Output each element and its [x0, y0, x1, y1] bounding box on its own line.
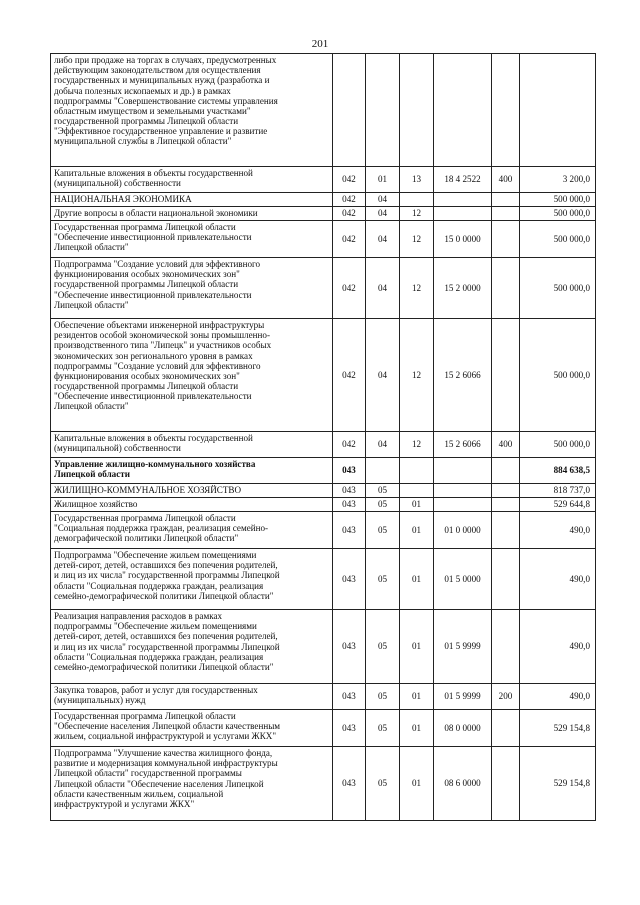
row-section-code: 04 [366, 319, 400, 432]
row-target-article: 15 2 6066 [434, 319, 492, 432]
row-amount: 490,0 [520, 610, 596, 684]
row-amount: 529 644,8 [520, 498, 596, 512]
row-subsection-code [400, 484, 434, 498]
row-amount: 500 000,0 [520, 319, 596, 432]
row-amount: 500 000,0 [520, 193, 596, 207]
row-ministry-code: 042 [333, 319, 366, 432]
row-subsection-code [400, 54, 434, 167]
row-amount: 500 000,0 [520, 221, 596, 258]
row-expense-type [492, 549, 520, 610]
row-expense-type [492, 258, 520, 319]
row-amount: 818 737,0 [520, 484, 596, 498]
row-ministry-code [333, 54, 366, 167]
table-row [51, 512, 596, 549]
row-subsection-code: 12 [400, 207, 434, 221]
row-name: Другие вопросы в области национальной экономики [51, 207, 333, 221]
table-row [51, 484, 596, 498]
row-expense-type: 400 [492, 167, 520, 193]
row-expense-type [492, 193, 520, 207]
row-name: Государственная программа Липецкой области "Обеспечение инвестиционной привлекательности Липецкой области" [51, 221, 333, 258]
row-target-article [434, 498, 492, 512]
row-name: Управление жилищно-коммунального хозяйства Липецкой области [51, 458, 333, 484]
table-row [51, 207, 596, 221]
row-target-article [434, 54, 492, 167]
table-row [51, 193, 596, 207]
row-expense-type [492, 221, 520, 258]
row-name: Капитальные вложения в объекты государственной (муниципальной) собственности [51, 432, 333, 458]
row-name: Реализация направления расходов в рамках подпрограммы "Обеспечение жильем помещениями детей-сирот, детей, оставшихся без попечения родителей, и лиц из их числа" государственной программы Липецкой области "Социальная поддержка граждан, реализация семейно-демографической политики Липецкой области" [51, 610, 333, 684]
table-row [51, 684, 596, 710]
row-ministry-code: 042 [333, 207, 366, 221]
row-target-article [434, 458, 492, 484]
row-section-code: 04 [366, 432, 400, 458]
table-row [51, 747, 596, 821]
row-name: Государственная программа Липецкой области "Обеспечение населения Липецкой области качественным жильем, социальной инфраструктурой и услугами ЖКХ" [51, 710, 333, 747]
row-ministry-code: 042 [333, 167, 366, 193]
row-subsection-code [400, 458, 434, 484]
row-target-article [434, 193, 492, 207]
row-expense-type: 200 [492, 684, 520, 710]
row-expense-type [492, 512, 520, 549]
row-target-article: 18 4 2522 [434, 167, 492, 193]
row-subsection-code: 01 [400, 512, 434, 549]
row-ministry-code: 043 [333, 610, 366, 684]
row-name: либо при продаже на торгах в случаях, предусмотренных действующим законодательством для осуществления государственных и муниципальных нужд (разработка и добыча полезных ископаемых и др.) в рамках подпрограммы "Совершенствование системы управления областным имуществом и земельными участками" государственной программы Липецкой области "Эффективное государственное управление и развитие муниципальной службы в Липецкой области" [51, 54, 333, 167]
row-ministry-code: 043 [333, 484, 366, 498]
page-number: 201 [311, 38, 329, 50]
table-row [51, 610, 596, 684]
row-expense-type [492, 747, 520, 821]
row-amount: 884 638,5 [520, 458, 596, 484]
table-row [51, 710, 596, 747]
table-row [51, 319, 596, 432]
row-ministry-code: 043 [333, 512, 366, 549]
row-section-code: 04 [366, 258, 400, 319]
row-ministry-code: 042 [333, 432, 366, 458]
row-expense-type [492, 458, 520, 484]
row-ministry-code: 043 [333, 747, 366, 821]
row-section-code: 05 [366, 498, 400, 512]
row-subsection-code: 13 [400, 167, 434, 193]
row-section-code: 04 [366, 221, 400, 258]
row-ministry-code: 043 [333, 549, 366, 610]
row-amount [520, 54, 596, 167]
budget-table-body [51, 54, 596, 821]
row-subsection-code: 12 [400, 319, 434, 432]
row-ministry-code: 043 [333, 684, 366, 710]
row-section-code: 05 [366, 747, 400, 821]
table-row [51, 549, 596, 610]
row-expense-type [492, 710, 520, 747]
row-amount: 490,0 [520, 549, 596, 610]
row-subsection-code: 12 [400, 258, 434, 319]
row-subsection-code: 01 [400, 747, 434, 821]
row-amount: 500 000,0 [520, 432, 596, 458]
row-section-code: 05 [366, 684, 400, 710]
row-target-article: 01 5 0000 [434, 549, 492, 610]
table-row [51, 221, 596, 258]
table-row [51, 167, 596, 193]
row-amount: 490,0 [520, 684, 596, 710]
budget-table [50, 53, 596, 821]
row-name: ЖИЛИЩНО-КОММУНАЛЬНОЕ ХОЗЯЙСТВО [51, 484, 333, 498]
row-subsection-code: 12 [400, 221, 434, 258]
row-amount: 529 154,8 [520, 710, 596, 747]
row-target-article: 01 5 9999 [434, 610, 492, 684]
row-amount: 3 200,0 [520, 167, 596, 193]
row-name: Подпрограмма "Улучшение качества жилищного фонда, развитие и модернизация коммунальной инфраструктуры Липецкой области" государственной программы Липецкой области "Обеспечение населения Липецкой области качественным жильем, социальной инфраструктурой и услугами ЖКХ" [51, 747, 333, 821]
row-name: Закупка товаров, работ и услуг для государственных (муниципальных) нужд [51, 684, 333, 710]
row-target-article [434, 207, 492, 221]
row-expense-type: 400 [492, 432, 520, 458]
table-row [51, 258, 596, 319]
row-expense-type [492, 207, 520, 221]
row-expense-type [492, 54, 520, 167]
row-ministry-code: 042 [333, 221, 366, 258]
row-section-code: 05 [366, 512, 400, 549]
row-section-code [366, 54, 400, 167]
row-ministry-code: 043 [333, 710, 366, 747]
table-row [51, 432, 596, 458]
row-section-code: 01 [366, 167, 400, 193]
row-ministry-code: 042 [333, 258, 366, 319]
row-subsection-code: 12 [400, 432, 434, 458]
row-target-article: 01 0 0000 [434, 512, 492, 549]
row-subsection-code: 01 [400, 498, 434, 512]
row-subsection-code: 01 [400, 610, 434, 684]
row-section-code: 04 [366, 207, 400, 221]
row-subsection-code [400, 193, 434, 207]
row-name: Обеспечение объектами инженерной инфраструктуры резидентов особой экономической зоны промышленно- производственного типа "Липецк" и участников особых экономических зон регионального уровня в рамках подпрограммы "Создание условий для эффективного функционирования особых экономических зон" государственной программы Липецкой области "Обеспечение инвестиционной привлекательности Липецкой области" [51, 319, 333, 432]
row-target-article: 15 2 6066 [434, 432, 492, 458]
row-subsection-code: 01 [400, 684, 434, 710]
row-expense-type [492, 610, 520, 684]
row-ministry-code: 043 [333, 498, 366, 512]
row-amount: 500 000,0 [520, 258, 596, 319]
table-row [51, 54, 596, 167]
row-section-code [366, 458, 400, 484]
row-amount: 529 154,8 [520, 747, 596, 821]
table-row [51, 498, 596, 512]
row-amount: 490,0 [520, 512, 596, 549]
row-target-article [434, 484, 492, 498]
table-row [51, 458, 596, 484]
row-name: НАЦИОНАЛЬНАЯ ЭКОНОМИКА [51, 193, 333, 207]
row-target-article: 08 6 0000 [434, 747, 492, 821]
row-amount: 500 000,0 [520, 207, 596, 221]
row-expense-type [492, 498, 520, 512]
row-target-article: 15 2 0000 [434, 258, 492, 319]
row-ministry-code: 043 [333, 458, 366, 484]
row-ministry-code: 042 [333, 193, 366, 207]
row-section-code: 05 [366, 710, 400, 747]
row-target-article: 15 0 0000 [434, 221, 492, 258]
row-name: Подпрограмма "Создание условий для эффективного функционирования особых экономических зон" государственной программы Липецкой области "Обеспечение инвестиционной привлекательности Липецкой области" [51, 258, 333, 319]
row-name: Государственная программа Липецкой области "Социальная поддержка граждан, реализация семейно- демографической политики Липецкой области" [51, 512, 333, 549]
row-name: Жилищное хозяйство [51, 498, 333, 512]
row-name: Подпрограмма "Обеспечение жильем помещениями детей-сирот, детей, оставшихся без попечения родителей, и лиц из их числа" государственной программы Липецкой области "Социальная поддержка граждан, реализация семейно-демографической политики Липецкой области" [51, 549, 333, 610]
row-target-article: 08 0 0000 [434, 710, 492, 747]
row-section-code: 05 [366, 549, 400, 610]
row-section-code: 05 [366, 610, 400, 684]
row-expense-type [492, 484, 520, 498]
row-section-code: 04 [366, 193, 400, 207]
row-subsection-code: 01 [400, 710, 434, 747]
row-name: Капитальные вложения в объекты государственной (муниципальной) собственности [51, 167, 333, 193]
row-target-article: 01 5 9999 [434, 684, 492, 710]
row-subsection-code: 01 [400, 549, 434, 610]
row-section-code: 05 [366, 484, 400, 498]
row-expense-type [492, 319, 520, 432]
